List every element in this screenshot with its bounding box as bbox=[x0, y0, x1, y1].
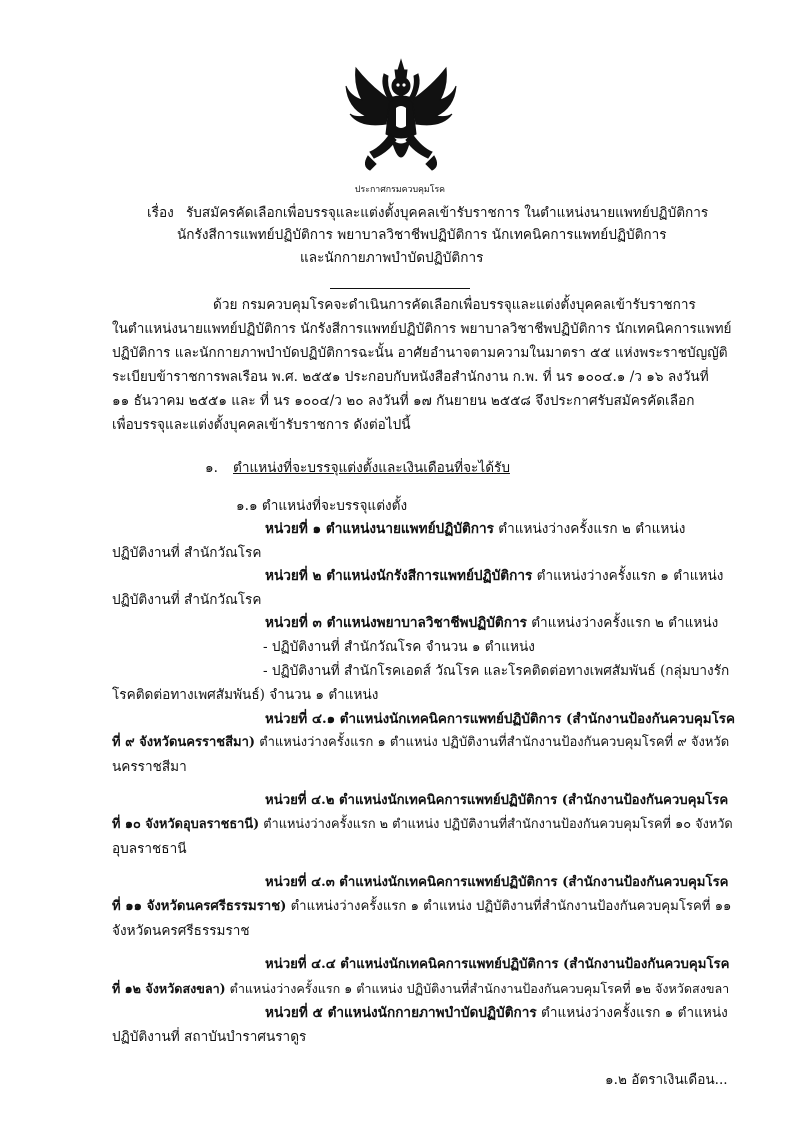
intro-line-2: ในตำแหน่งนายแพทย์ปฏิบัติการ นักรังสีการแพทย์ปฏิบัติการ พยาบาลวิชาชีพปฏิบัติการ นักเทคนิคการแพทย์ bbox=[112, 321, 732, 337]
announcement-title: ประกาศกรมควบคุมโรค bbox=[354, 185, 446, 195]
unit-3-item-1: - ปฏิบัติงานที่ สำนักวัณโรค จำนวน ๑ ตำแหน่ง bbox=[263, 639, 535, 655]
subject-line-3: และนักกายภาพบำบัดปฏิบัติการ bbox=[300, 250, 484, 266]
unit-3-item-2: - ปฏิบัติงานที่ สำนักโรคเอดส์ วัณโรค และโรคติดต่อทางเพศสัมพันธ์ (กลุ่มบางรัก bbox=[263, 663, 730, 679]
intro-line-3: ปฏิบัติการ และนักกายภาพบำบัดปฏิบัติการฉะนั้น อาศัยอำนาจตามความในมาตรา ๕๕ แห่งพระราชบัญญัติ bbox=[112, 345, 728, 361]
unit-4-1-title: หน่วยที่ ๔.๑ ตำแหน่งนักเทคนิคการแพทย์ปฏิบัติการ (สำนักงานป้องกันควบคุมโรค bbox=[265, 711, 735, 727]
subject-line-1: รับสมัครคัดเลือกเพื่อบรรจุและแต่งตั้งบุคคลเข้ารับราชการ ในตำแหน่งนายแพทย์ปฏิบัติการ bbox=[186, 205, 709, 221]
intro-line-4: ระเบียบข้าราชการพลเรือน พ.ศ. ๒๕๕๑ ประกอบกับหนังสือสำนักงาน ก.พ. ที่ นร ๑๐๐๔.๑ /ว ๑๖ ลงวันที่ bbox=[112, 369, 709, 385]
unit-4-4-vacancy: ตำแหน่งว่างครั้งแรก ๑ ตำแหน่ง ปฏิบัติงานที่สำนักงานป้องกันควบคุมโรคที่ ๑๒ จังหวัดสงขลา bbox=[229, 981, 730, 996]
garuda-emblem-icon bbox=[340, 56, 462, 176]
unit-4-3-title: หน่วยที่ ๔.๓ ตำแหน่งนักเทคนิคการแพทย์ปฏิบัติการ (สำนักงานป้องกันควบคุมโรค bbox=[265, 875, 729, 890]
unit-5-vacancy: ตำแหน่งว่างครั้งแรก ๑ ตำแหน่ง bbox=[541, 1005, 728, 1021]
subject-line-2: นักรังสีการแพทย์ปฏิบัติการ พยาบาลวิชาชีพปฏิบัติการ นักเทคนิคการแพทย์ปฏิบัติการ bbox=[177, 227, 667, 243]
intro-line-1: ด้วย กรมควบคุมโรคจะดำเนินการคัดเลือกเพื่อบรรจุและแต่งตั้งบุคคลเข้ารับราชการ bbox=[213, 297, 696, 313]
unit-4-4-line-2 bbox=[112, 980, 729, 998]
unit-4-3-vacancy: ตำแหน่งว่างครั้งแรก ๑ ตำแหน่ง ปฏิบัติงานที่สำนักงานป้องกันควบคุมโรคที่ ๑๑ bbox=[290, 899, 732, 914]
intro-line-6: เพื่อบรรจุและแต่งตั้งบุคคลเข้ารับราชการ ดังต่อไปนี้ bbox=[112, 417, 411, 433]
unit-2-vacancy: ตำแหน่งว่างครั้งแรก ๑ ตำแหน่ง bbox=[536, 568, 724, 584]
unit-4-1-line-2 bbox=[112, 734, 729, 752]
unit-4-2-office: ที่ ๑๐ จังหวัดอุบลราชธานี) bbox=[112, 817, 260, 832]
unit-5-title: หน่วยที่ ๕ ตำแหน่งนักกายภาพบำบัดปฏิบัติการ bbox=[265, 1005, 537, 1021]
section-1-1-heading: ๑.๑ ตำแหน่งที่จะบรรจุแต่งตั้ง bbox=[236, 498, 408, 514]
unit-4-4-office: ที่ ๑๒ จังหวัดสงขลา) bbox=[112, 981, 226, 996]
unit-3-vacancy: ตำแหน่งว่างครั้งแรก ๒ ตำแหน่ง bbox=[531, 615, 719, 631]
unit-1-vacancy: ตำแหน่งว่างครั้งแรก ๒ ตำแหน่ง bbox=[498, 521, 686, 537]
unit-4-4-title: หน่วยที่ ๔.๔ ตำแหน่งนักเทคนิคการแพทย์ปฏิบัติการ (สำนักงานป้องกันควบคุมโรค bbox=[265, 957, 730, 972]
unit-4-2-title: หน่วยที่ ๔.๒ ตำแหน่งนักเทคนิคการแพทย์ปฏิบัติการ (สำนักงานป้องกันควบคุมโรค bbox=[265, 793, 729, 808]
unit-2-location: ปฏิบัติงานที่ สำนักวัณโรค bbox=[112, 592, 262, 608]
unit-1 bbox=[265, 520, 685, 538]
unit-1-title: หน่วยที่ ๑ ตำแหน่งนายแพทย์ปฏิบัติการ bbox=[265, 521, 494, 537]
unit-3-item-2-cont: โรคติดต่อทางเพศสัมพันธ์) จำนวน ๑ ตำแหน่ง bbox=[112, 687, 379, 703]
unit-1-location: ปฏิบัติงานที่ สำนักวัณโรค bbox=[112, 545, 262, 561]
section-1-number: ๑. bbox=[205, 460, 218, 476]
unit-5-location: ปฏิบัติงานที่ สถาบันบำราศนราดูร bbox=[112, 1029, 307, 1045]
unit-5 bbox=[265, 1004, 728, 1022]
unit-3-title: หน่วยที่ ๓ ตำแหน่งพยาบาลวิชาชีพปฏิบัติการ bbox=[265, 615, 527, 631]
unit-2 bbox=[265, 567, 723, 585]
unit-4-2-line-2 bbox=[112, 816, 733, 834]
unit-4-2-province: อุบลราชธานี bbox=[112, 841, 187, 857]
subject-label: เรื่อง bbox=[147, 205, 174, 221]
unit-4-3-province: จังหวัดนครศรีธรรมราช bbox=[112, 923, 250, 939]
unit-4-3-office: ที่ ๑๑ จังหวัดนครศรีธรรมราช) bbox=[112, 899, 287, 914]
title-divider bbox=[330, 288, 470, 289]
unit-4-2-vacancy: ตำแหน่งว่างครั้งแรก ๒ ตำแหน่ง ปฏิบัติงานที่สำนักงานป้องกันควบคุมโรคที่ ๑๐ จังหวัด bbox=[263, 817, 733, 832]
intro-line-5: ๑๑ ธันวาคม ๒๕๕๑ และ ที่ นร ๑๐๐๔/ว ๒๐ ลงวันที่ ๑๗ กันยายน ๒๕๕๘ จึงประกาศรับสมัครคัดเลือก bbox=[112, 393, 695, 409]
unit-4-3-line-2 bbox=[112, 898, 731, 916]
unit-3 bbox=[265, 614, 718, 632]
unit-4-1-office: ที่ ๙ จังหวัดนครราชสีมา) bbox=[112, 735, 256, 750]
unit-4-1-vacancy: ตำแหน่งว่างครั้งแรก ๑ ตำแหน่ง ปฏิบัติงานที่สำนักงานป้องกันควบคุมโรคที่ ๙ จังหวัด bbox=[259, 735, 730, 750]
unit-2-title: หน่วยที่ ๒ ตำแหน่งนักรังสีการแพทย์ปฏิบัติการ bbox=[265, 568, 533, 584]
continuation-text: ๑.๒ อัตราเงินเดือน... bbox=[605, 1072, 728, 1088]
unit-4-1-province: นครราชสีมา bbox=[112, 759, 187, 775]
section-1-heading: ตำแหน่งที่จะบรรจุแต่งตั้งและเงินเดือนที่จะได้รับ bbox=[233, 460, 510, 476]
